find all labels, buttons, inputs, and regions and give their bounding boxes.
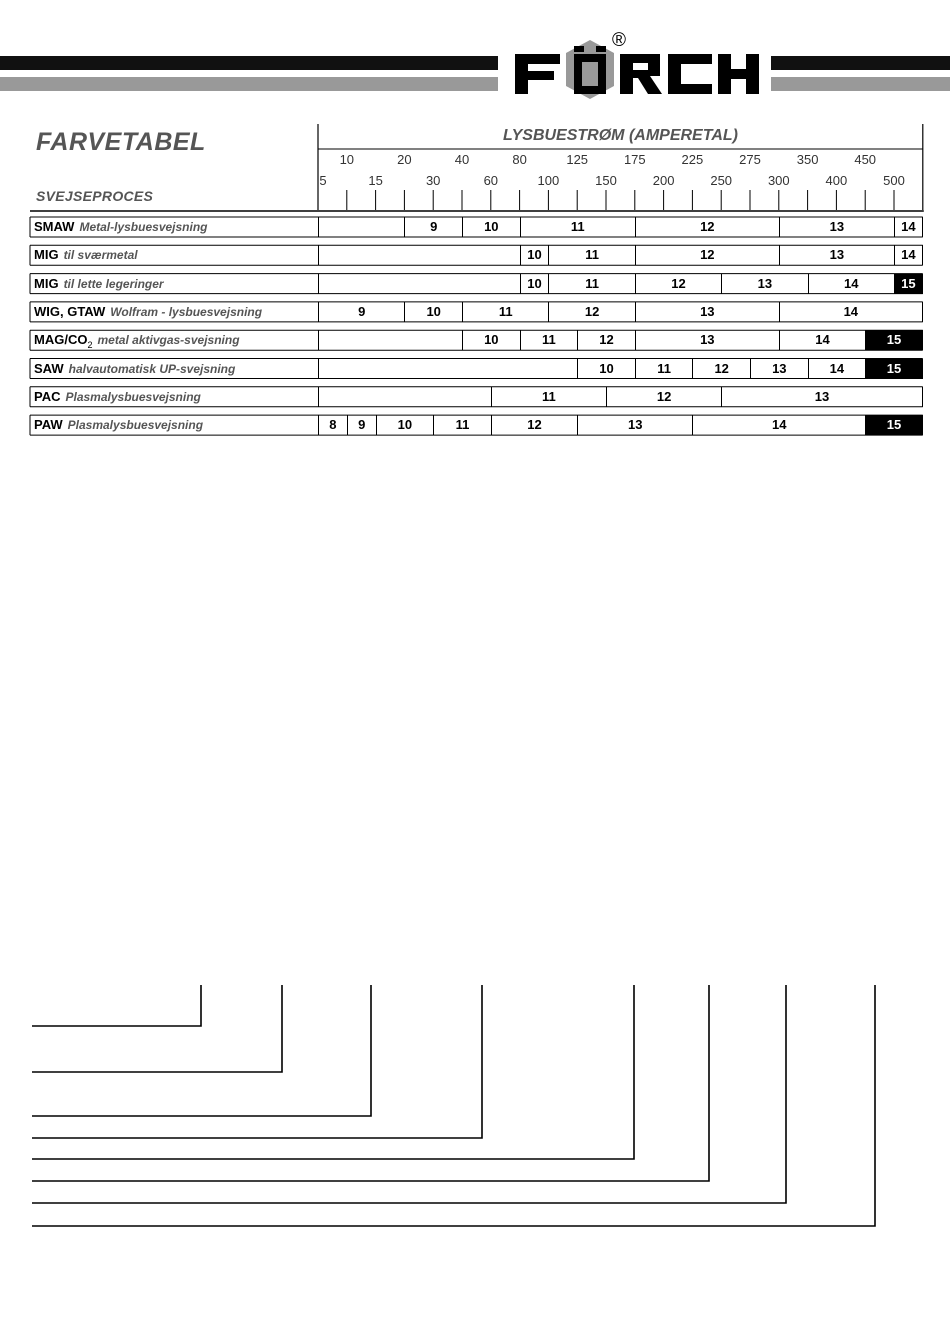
shade-cell: 11 (548, 274, 634, 294)
process-description: halvautomatisk UP-svejsning (68, 361, 236, 376)
tick-label-bottom: 60 (483, 173, 499, 188)
shade-cell: 14 (894, 245, 923, 265)
tick-label-bottom: 100 (537, 173, 560, 188)
shade-cell: 13 (750, 359, 808, 379)
tick-label-top: 275 (739, 152, 761, 167)
bracket-line (32, 985, 875, 1226)
process-column-label: SVEJSEPROCES (36, 188, 154, 204)
shade-cell: 12 (692, 359, 750, 379)
shade-cell: 14 (779, 330, 865, 350)
shade-cell: 8 (318, 415, 347, 435)
shade-cell: 13 (577, 415, 692, 435)
shade-cell: 11 (462, 302, 548, 322)
shade-cell: 11 (548, 245, 634, 265)
bracket-line (32, 985, 282, 1072)
shade-cell: 14 (808, 359, 866, 379)
process-code: MIG (34, 275, 59, 291)
shade-cell: 10 (520, 245, 549, 265)
shade-cell: 14 (894, 217, 923, 237)
process-code-subscript: 2 (87, 340, 93, 351)
shade-cell: 11 (520, 330, 578, 350)
tick-label-bottom: 150 (595, 173, 617, 188)
shade-cell: 13 (721, 387, 923, 407)
process-description: Wolfram - lysbuesvejsning (110, 304, 263, 319)
shade-cell: 12 (491, 415, 577, 435)
process-code: SMAW (34, 219, 75, 234)
bracket-line (32, 985, 786, 1203)
shade-cell-dark: 15 (894, 274, 923, 294)
shade-cell: 13 (779, 245, 894, 265)
shade-cell: 13 (635, 330, 779, 350)
shade-cell: 13 (779, 217, 894, 237)
bracket-line (32, 985, 201, 1026)
shade-cell: 12 (635, 274, 721, 294)
process-code: PAC (34, 388, 61, 404)
shade-cell: 10 (462, 217, 520, 237)
shade-cell: 11 (433, 415, 491, 435)
tick-label-top: 20 (397, 152, 412, 167)
shade-cell: 9 (347, 415, 376, 435)
bracket-line (32, 985, 482, 1138)
tick-label-bottom: 250 (710, 173, 733, 188)
process-code: SAW (34, 360, 64, 376)
tick-label-top: 450 (854, 152, 877, 167)
shade-cell: 12 (635, 217, 779, 237)
table-title: FARVETABEL (36, 128, 206, 156)
shade-cell: 14 (692, 415, 865, 435)
tick-label-bottom: 500 (883, 173, 905, 188)
shade-cell: 10 (462, 330, 520, 350)
tick-label-top: 175 (623, 152, 646, 167)
tick-label-bottom: 200 (652, 173, 675, 188)
process-code: PAW (34, 417, 63, 433)
process-description: til lette legeringer (63, 276, 164, 291)
tick-label-bottom: 30 (425, 173, 441, 188)
process-code: WIG, GTAW (34, 303, 106, 319)
registered-mark: ® (612, 30, 626, 51)
process-description: Plasmalysbuesvejsning (65, 389, 201, 404)
shade-cell: 12 (548, 302, 634, 322)
process-description: Plasmalysbuesvejsning (67, 418, 204, 433)
tick-label-top: 10 (339, 152, 355, 167)
shade-cell: 13 (721, 274, 807, 294)
shade-cell: 12 (635, 245, 779, 265)
shade-cell: 12 (606, 387, 721, 407)
tick-label-top: 350 (796, 152, 819, 167)
tick-label-top: 80 (512, 152, 527, 167)
shade-cell-dark: 15 (865, 359, 923, 379)
shade-cell-dark: 15 (865, 330, 923, 350)
shade-cell: 11 (491, 387, 606, 407)
tick-label-top: 40 (454, 152, 470, 167)
tick-label-bottom: 5 (319, 173, 327, 188)
process-description: metal aktivgas-svejsning (97, 333, 240, 348)
process-code: MAG/CO (34, 332, 88, 348)
shade-cell: 10 (376, 415, 434, 435)
shade-cell-dark: 15 (865, 415, 923, 435)
process-code: MIG (34, 247, 59, 263)
tick-label-bottom: 300 (767, 173, 790, 188)
shade-cell: 14 (808, 274, 894, 294)
shade-cell: 10 (520, 274, 549, 294)
shade-cell: 9 (318, 302, 404, 322)
tick-label-top: 225 (681, 152, 704, 167)
process-description: til sværmetal (63, 248, 138, 263)
amperage-axis-title: LYSBUESTRØM (AMPERETAL) (503, 127, 738, 144)
shade-cell: 14 (779, 302, 923, 322)
shade-cell: 11 (635, 359, 693, 379)
shade-cell: 13 (635, 302, 779, 322)
tick-label-top: 125 (566, 152, 589, 167)
process-description: Metal-lysbuesvejsning (79, 220, 208, 234)
shade-cell: 10 (577, 359, 635, 379)
shade-cell: 10 (404, 302, 462, 322)
tick-label-bottom: 15 (368, 173, 383, 188)
tick-label-bottom: 400 (825, 173, 848, 188)
shade-cell: 12 (577, 330, 635, 350)
shade-cell: 9 (404, 217, 462, 237)
shade-cell: 11 (520, 217, 635, 237)
